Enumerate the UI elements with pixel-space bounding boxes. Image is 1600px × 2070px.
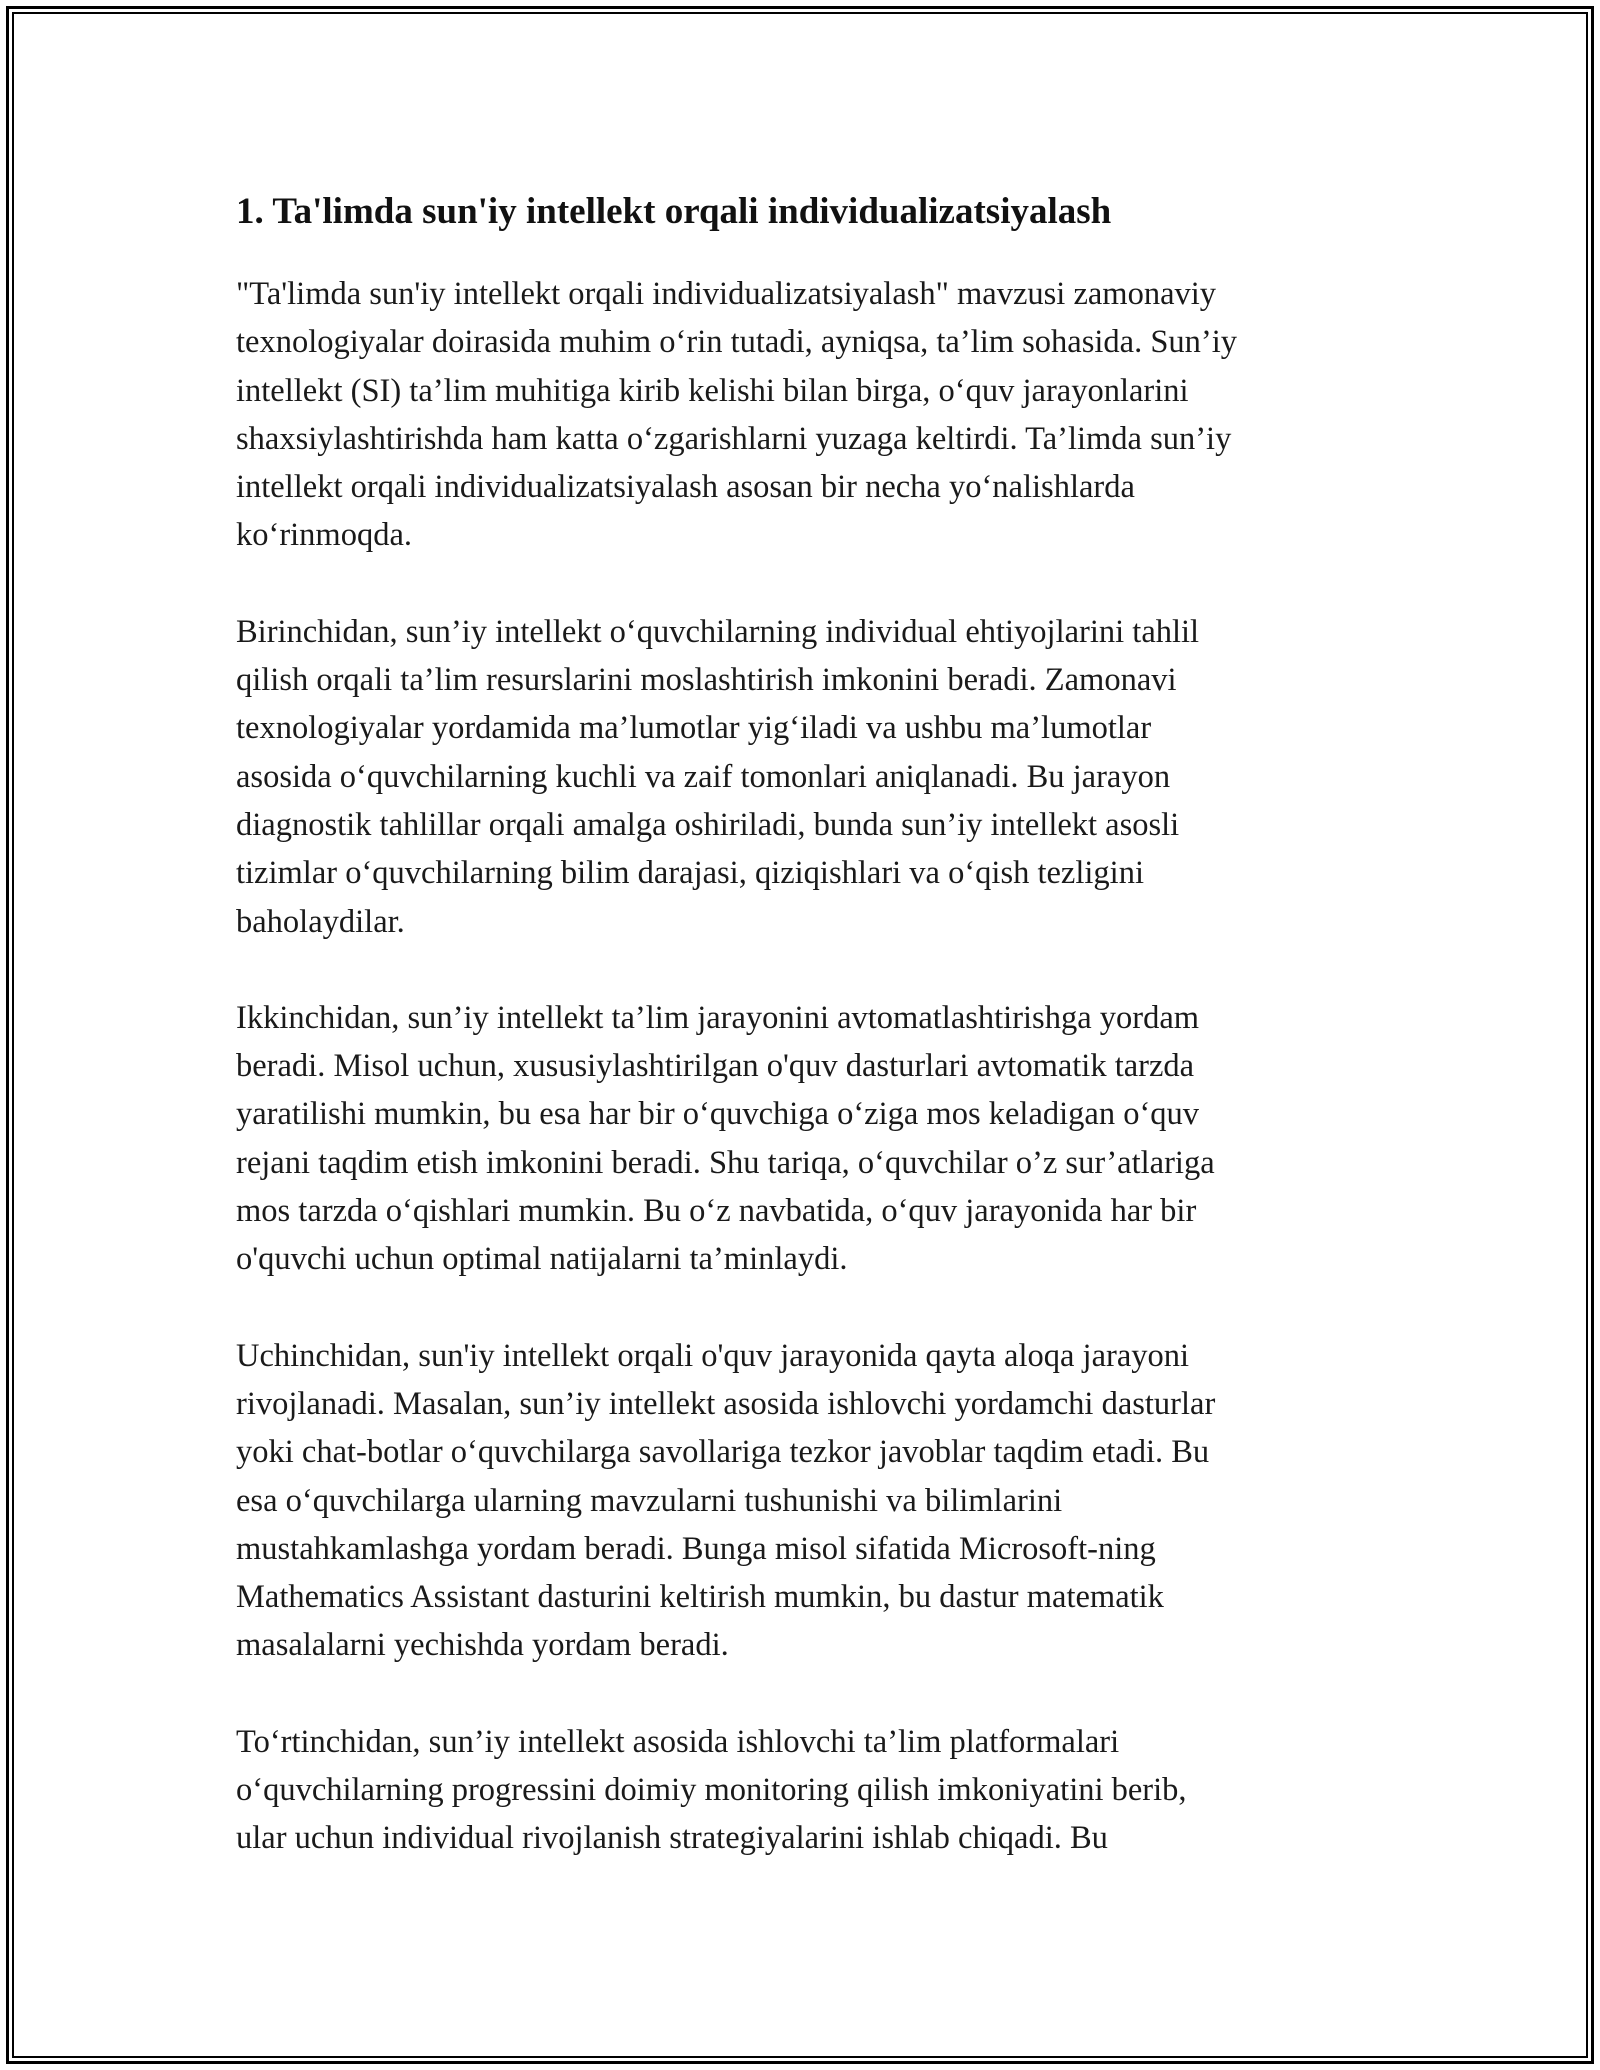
text-line: "Ta'limda sun'iy intellekt orqali individualizatsiyalash" mavzusi zamonaviy — [236, 276, 1217, 312]
text-line: qilish orqali ta’lim resurslarini moslashtirish imkonini beradi. Zamonavi — [236, 662, 1177, 699]
text-line: esa o‘quvchilarga ularning mavzularni tushunishi va bilimlarini — [236, 1482, 1063, 1519]
text-line: mos tarzda o‘qishlari mumkin. Bu o‘z navbatida, o‘quv jarayonida har bir — [236, 1193, 1197, 1230]
text-line: Ikkinchidan, sun’iy intellekt ta’lim jarayonini avtomatlashtirishga yordam — [236, 999, 1200, 1036]
text-line: tizimlar o‘quvchilarning bilim darajasi, qiziqishlari va o‘qish tezligini — [236, 855, 1144, 892]
document-body — [236, 186, 1376, 1911]
paragraph-second — [236, 994, 1376, 1284]
text-line: Mathematics Assistant dasturini keltirish mumkin, bu dastur matematik — [236, 1579, 1164, 1616]
text-line: baholaydilar. — [236, 903, 405, 940]
section-heading: 1. Ta'limda sun'iy intellekt orqali individualizatsiyalash — [236, 191, 1112, 232]
text-line: yaratilishi mumkin, bu esa har bir o‘quvchiga o‘ziga mos keladigan o‘quv — [236, 1096, 1200, 1133]
text-line: texnologiyalar yordamida ma’lumotlar yig‘iladi va ushbu ma’lumotlar — [236, 710, 1152, 747]
paragraph-third — [236, 1332, 1376, 1670]
paragraph-fourth — [236, 1718, 1376, 1863]
text-line: rivojlanadi. Masalan, sun’iy intellekt asosida ishlovchi yordamchi dasturlar — [236, 1385, 1216, 1422]
text-line: yoki chat-botlar o‘quvchilarga savollariga tezkor javoblar taqdim etadi. Bu — [236, 1434, 1210, 1471]
text-line: beradi. Misol uchun, xususiylashtirilgan o'quv dasturlari avtomatik tarzda — [236, 1048, 1195, 1085]
paragraph-first — [236, 608, 1376, 946]
text-line: shaxsiylashtirishda ham katta o‘zgarishlarni yuzaga keltirdi. Ta’limda sun’iy — [236, 420, 1232, 457]
text-line: rejani taqdim etish imkonini beradi. Shu tariqa, o‘quvchilar o’z sur’atlariga — [236, 1144, 1215, 1181]
text-line: ular uchun individual rivojlanish strategiyalarini ishlab chiqadi. Bu — [236, 1820, 1108, 1857]
text-line: o‘quvchilarning progressini doimiy monitoring qilish imkoniyatini berib, — [236, 1772, 1187, 1809]
text-line: o'quvchi uchun optimal natijalarni ta’minlaydi. — [236, 1241, 848, 1278]
text-line: intellekt (SI) ta’lim muhitiga kirib kelishi bilan birga, o‘quv jarayonlarini — [236, 372, 1189, 409]
text-line: ko‘rinmoqda. — [236, 517, 413, 554]
text-line: intellekt orqali individualizatsiyalash asosan bir necha yo‘nalishlarda — [236, 469, 1135, 506]
text-line: Uchinchidan, sun'iy intellekt orqali o'quv jarayonida qayta aloqa jarayoni — [236, 1337, 1190, 1374]
text-line: masalalarni yechishda yordam beradi. — [236, 1627, 729, 1664]
text-line: texnologiyalar doirasida muhim o‘rin tutadi, ayniqsa, ta’lim sohasida. Sun’iy — [236, 324, 1237, 361]
text-line: To‘rtinchidan, sun’iy intellekt asosida ishlovchi ta’lim platformalari — [236, 1723, 1120, 1760]
text-line: Birinchidan, sun’iy intellekt o‘quvchilarning individual ehtiyojlarini tahlil — [236, 613, 1200, 650]
text-line: diagnostik tahlillar orqali amalga oshiriladi, bunda sun’iy intellekt asosli — [236, 806, 1180, 843]
text-line: asosida o‘quvchilarning kuchli va zaif tomonlari aniqlanadi. Bu jarayon — [236, 758, 1171, 795]
text-line: mustahkamlashga yordam beradi. Bunga misol sifatida Microsoft-ning — [236, 1530, 1156, 1567]
paragraph-intro — [236, 270, 1376, 560]
